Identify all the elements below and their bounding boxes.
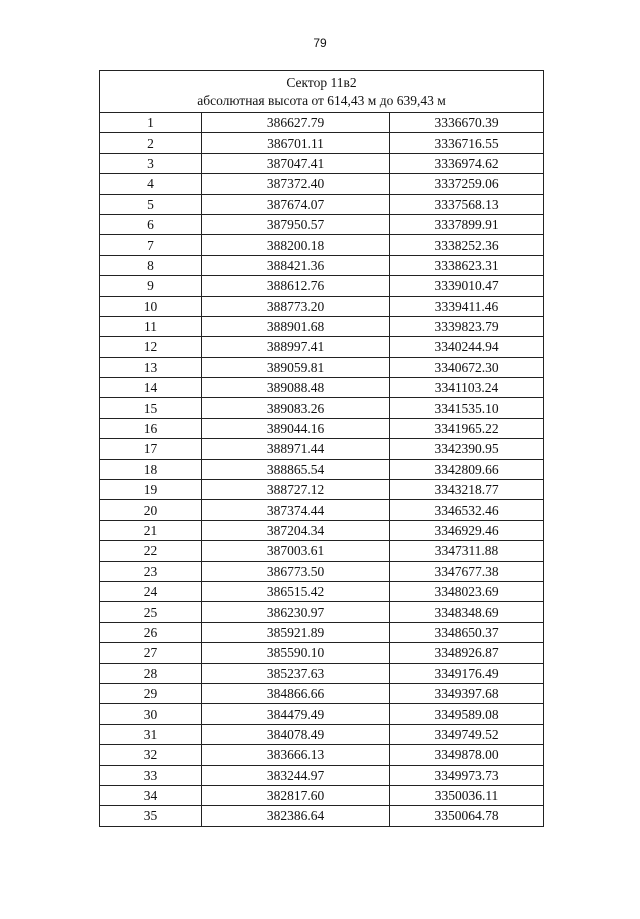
table-row bbox=[100, 561, 544, 581]
coordinate-y: 3340244.94 bbox=[390, 337, 544, 357]
coordinate-x: 388971.44 bbox=[202, 439, 390, 459]
coordinate-y: 3349176.49 bbox=[390, 663, 544, 683]
point-number: 16 bbox=[100, 418, 202, 438]
page-number: 79 bbox=[313, 36, 327, 50]
coordinate-x: 389059.81 bbox=[202, 357, 390, 377]
table-row bbox=[100, 439, 544, 459]
coordinate-y: 3343218.77 bbox=[390, 480, 544, 500]
coordinate-x: 387950.57 bbox=[202, 214, 390, 234]
coordinate-x: 388901.68 bbox=[202, 316, 390, 336]
point-number: 26 bbox=[100, 622, 202, 642]
table-row bbox=[100, 480, 544, 500]
point-number: 7 bbox=[100, 235, 202, 255]
coordinate-y: 3348926.87 bbox=[390, 643, 544, 663]
coordinate-y: 3347677.38 bbox=[390, 561, 544, 581]
coordinate-x: 387003.61 bbox=[202, 541, 390, 561]
coordinate-y: 3336670.39 bbox=[390, 113, 544, 133]
table-header-row bbox=[100, 71, 544, 113]
table-body bbox=[100, 113, 544, 827]
point-number: 9 bbox=[100, 276, 202, 296]
coordinate-x: 387047.41 bbox=[202, 153, 390, 173]
coordinate-y: 3337259.06 bbox=[390, 174, 544, 194]
coordinate-x: 382817.60 bbox=[202, 785, 390, 805]
table-row bbox=[100, 724, 544, 744]
coordinate-y: 3348023.69 bbox=[390, 581, 544, 601]
table-row bbox=[100, 214, 544, 234]
table-row bbox=[100, 683, 544, 703]
point-number: 14 bbox=[100, 378, 202, 398]
coordinate-y: 3342809.66 bbox=[390, 459, 544, 479]
coordinate-y: 3346532.46 bbox=[390, 500, 544, 520]
point-number: 2 bbox=[100, 133, 202, 153]
coordinate-y: 3340672.30 bbox=[390, 357, 544, 377]
coordinate-y: 3339823.79 bbox=[390, 316, 544, 336]
coordinate-y: 3342390.95 bbox=[390, 439, 544, 459]
coordinate-x: 388200.18 bbox=[202, 235, 390, 255]
table-row bbox=[100, 357, 544, 377]
point-number: 30 bbox=[100, 704, 202, 724]
point-number: 8 bbox=[100, 255, 202, 275]
coordinate-x: 388773.20 bbox=[202, 296, 390, 316]
table-row bbox=[100, 500, 544, 520]
table-row bbox=[100, 765, 544, 785]
point-number: 35 bbox=[100, 806, 202, 826]
table-row bbox=[100, 418, 544, 438]
coordinate-x: 388421.36 bbox=[202, 255, 390, 275]
altitude-range: абсолютная высота от 614,43 м до 639,43 м bbox=[197, 93, 446, 108]
point-number: 6 bbox=[100, 214, 202, 234]
coordinate-x: 389083.26 bbox=[202, 398, 390, 418]
table-row bbox=[100, 133, 544, 153]
coordinate-x: 383666.13 bbox=[202, 745, 390, 765]
coordinate-x: 382386.64 bbox=[202, 806, 390, 826]
point-number: 19 bbox=[100, 480, 202, 500]
coordinate-y: 3349397.68 bbox=[390, 683, 544, 703]
coordinates-table bbox=[99, 70, 544, 827]
point-number: 21 bbox=[100, 520, 202, 540]
point-number: 12 bbox=[100, 337, 202, 357]
point-number: 23 bbox=[100, 561, 202, 581]
point-number: 13 bbox=[100, 357, 202, 377]
table-row bbox=[100, 378, 544, 398]
point-number: 10 bbox=[100, 296, 202, 316]
point-number: 17 bbox=[100, 439, 202, 459]
coordinate-x: 384479.49 bbox=[202, 704, 390, 724]
table-row bbox=[100, 520, 544, 540]
table-row bbox=[100, 174, 544, 194]
coordinate-y: 3341965.22 bbox=[390, 418, 544, 438]
table-row bbox=[100, 459, 544, 479]
table-row bbox=[100, 276, 544, 296]
sector-title: Сектор 11в2 bbox=[286, 75, 357, 90]
table-row bbox=[100, 602, 544, 622]
coordinate-x: 388997.41 bbox=[202, 337, 390, 357]
coordinate-x: 388865.54 bbox=[202, 459, 390, 479]
table-row bbox=[100, 296, 544, 316]
point-number: 11 bbox=[100, 316, 202, 336]
table-row bbox=[100, 113, 544, 133]
coordinate-x: 385237.63 bbox=[202, 663, 390, 683]
point-number: 31 bbox=[100, 724, 202, 744]
coordinate-y: 3349878.00 bbox=[390, 745, 544, 765]
coordinate-y: 3350036.11 bbox=[390, 785, 544, 805]
point-number: 24 bbox=[100, 581, 202, 601]
coordinate-y: 3337568.13 bbox=[390, 194, 544, 214]
point-number: 32 bbox=[100, 745, 202, 765]
coordinate-x: 386627.79 bbox=[202, 113, 390, 133]
point-number: 1 bbox=[100, 113, 202, 133]
coordinate-y: 3348650.37 bbox=[390, 622, 544, 642]
coordinate-x: 386515.42 bbox=[202, 581, 390, 601]
point-number: 20 bbox=[100, 500, 202, 520]
coordinate-y: 3349589.08 bbox=[390, 704, 544, 724]
coordinate-x: 384078.49 bbox=[202, 724, 390, 744]
table-header bbox=[100, 71, 544, 113]
table-row bbox=[100, 235, 544, 255]
coordinate-x: 387372.40 bbox=[202, 174, 390, 194]
table-row bbox=[100, 745, 544, 765]
table-row bbox=[100, 663, 544, 683]
coordinate-y: 3338252.36 bbox=[390, 235, 544, 255]
coordinate-x: 386773.50 bbox=[202, 561, 390, 581]
table-row bbox=[100, 704, 544, 724]
coordinate-y: 3339010.47 bbox=[390, 276, 544, 296]
coordinate-y: 3348348.69 bbox=[390, 602, 544, 622]
table-row bbox=[100, 316, 544, 336]
point-number: 15 bbox=[100, 398, 202, 418]
coordinate-y: 3339411.46 bbox=[390, 296, 544, 316]
table-row bbox=[100, 622, 544, 642]
table-row bbox=[100, 255, 544, 275]
coordinate-y: 3336716.55 bbox=[390, 133, 544, 153]
point-number: 18 bbox=[100, 459, 202, 479]
point-number: 4 bbox=[100, 174, 202, 194]
point-number: 25 bbox=[100, 602, 202, 622]
coordinate-y: 3349749.52 bbox=[390, 724, 544, 744]
table-row bbox=[100, 337, 544, 357]
point-number: 34 bbox=[100, 785, 202, 805]
coordinate-y: 3336974.62 bbox=[390, 153, 544, 173]
coordinate-y: 3341535.10 bbox=[390, 398, 544, 418]
coordinate-x: 387374.44 bbox=[202, 500, 390, 520]
table-row bbox=[100, 643, 544, 663]
coordinate-y: 3350064.78 bbox=[390, 806, 544, 826]
coordinate-y: 3338623.31 bbox=[390, 255, 544, 275]
coordinate-y: 3337899.91 bbox=[390, 214, 544, 234]
table-row bbox=[100, 153, 544, 173]
coordinate-x: 389088.48 bbox=[202, 378, 390, 398]
point-number: 5 bbox=[100, 194, 202, 214]
coordinate-y: 3346929.46 bbox=[390, 520, 544, 540]
coordinate-y: 3341103.24 bbox=[390, 378, 544, 398]
coordinate-x: 383244.97 bbox=[202, 765, 390, 785]
table-row bbox=[100, 194, 544, 214]
point-number: 29 bbox=[100, 683, 202, 703]
coordinate-y: 3347311.88 bbox=[390, 541, 544, 561]
point-number: 3 bbox=[100, 153, 202, 173]
coordinate-x: 387204.34 bbox=[202, 520, 390, 540]
table-row bbox=[100, 806, 544, 826]
coordinate-x: 388727.12 bbox=[202, 480, 390, 500]
coordinate-x: 385590.10 bbox=[202, 643, 390, 663]
point-number: 28 bbox=[100, 663, 202, 683]
point-number: 33 bbox=[100, 765, 202, 785]
point-number: 22 bbox=[100, 541, 202, 561]
coordinate-x: 388612.76 bbox=[202, 276, 390, 296]
coordinate-x: 387674.07 bbox=[202, 194, 390, 214]
coordinate-y: 3349973.73 bbox=[390, 765, 544, 785]
coordinate-x: 389044.16 bbox=[202, 418, 390, 438]
table-row bbox=[100, 581, 544, 601]
point-number: 27 bbox=[100, 643, 202, 663]
coordinate-x: 386701.11 bbox=[202, 133, 390, 153]
coordinate-x: 385921.89 bbox=[202, 622, 390, 642]
table-row bbox=[100, 785, 544, 805]
coordinate-x: 384866.66 bbox=[202, 683, 390, 703]
coordinate-x: 386230.97 bbox=[202, 602, 390, 622]
table-row bbox=[100, 398, 544, 418]
table-row bbox=[100, 541, 544, 561]
